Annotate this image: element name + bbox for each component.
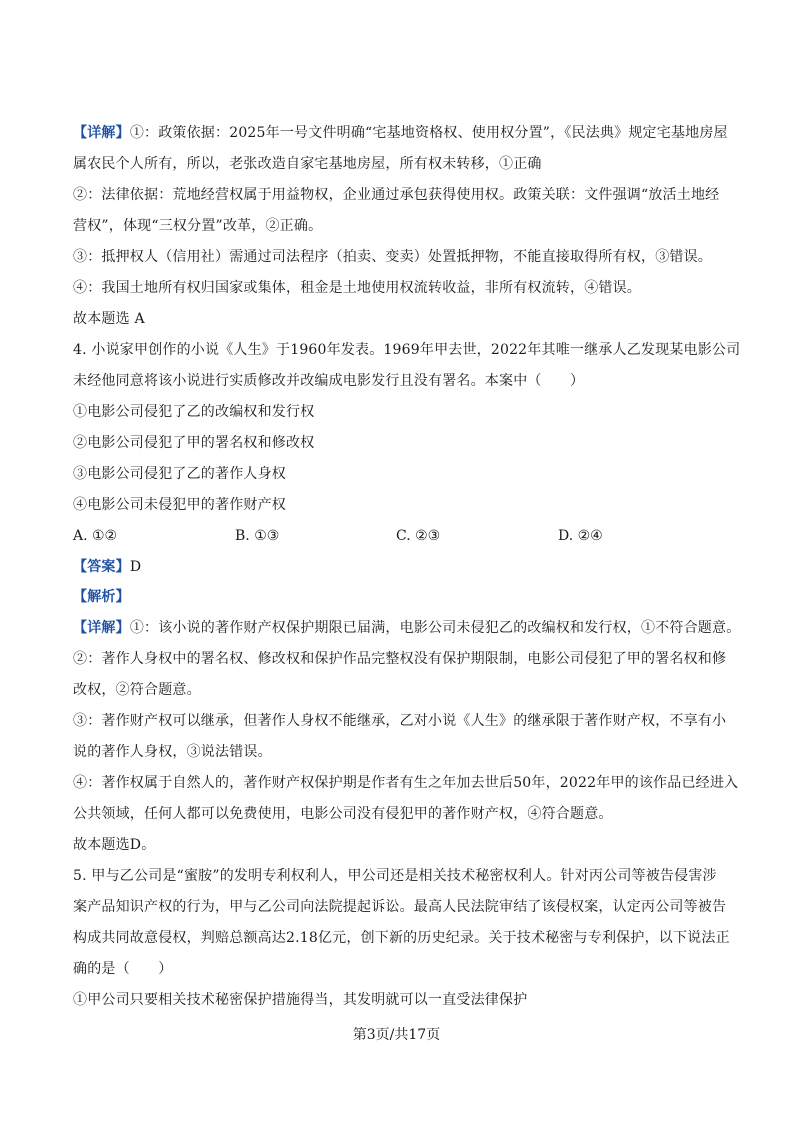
answer-value: D <box>129 559 142 575</box>
q4-item: ②电影公司侵犯了甲的署名权和修改权 <box>73 435 315 451</box>
detail-tag: 【详解】 <box>73 125 130 141</box>
q4-detail-line: ④：著作权属于自然人的，著作财产权保护期是作者有生之年加去世后50年，2022年甲的该作品已经进入 <box>73 775 739 791</box>
q4-detail-line: 改权，②符合题意。 <box>73 682 201 698</box>
q5-item: ①甲公司只要相关技术秘密保护措施得当，其发明就可以一直受法律保护 <box>73 992 528 1008</box>
q4-analysis-heading <box>73 587 733 607</box>
q4-detail-line: ②：著作人身权中的署名权、修改权和保护作品完整权没有保护期限制，电影公司侵犯了甲的署名权和修 <box>73 651 727 667</box>
q3-detail-line: ②：法律依据：荒地经营权属于用益物权，企业通过承包获得使用权。政策关联：文件强调“放活土地经 <box>73 187 720 203</box>
q3-detail-line: 营权”，体现“三权分置”改革，②正确。 <box>73 218 323 234</box>
q4-item: ①电影公司侵犯了乙的改编权和发行权 <box>73 404 315 420</box>
option-a: A. ①② <box>73 528 118 544</box>
q4-item: ③电影公司侵犯了乙的著作人身权 <box>73 466 286 482</box>
q4-conclusion: 故本题选D。 <box>73 837 156 853</box>
detail-tag: 【详解】 <box>73 620 130 636</box>
q3-detail-line: ④：我国土地所有权归国家或集体，租金是土地使用权流转收益，非所有权流转，④错误。 <box>73 280 641 296</box>
page-number: 第3页/共17页 <box>352 1027 441 1043</box>
q4-detail-line: ③：著作财产权可以继承，但著作人身权不能继承，乙对小说《人生》的继承限于著作财产权，不享有小 <box>73 713 727 729</box>
q5-stem-line: 确的是（ ） <box>73 961 173 977</box>
q4-item: ④电影公司未侵犯甲的著作财产权 <box>73 497 286 513</box>
q4-detail-line: 公共领域，任何人都可以免费使用，电影公司没有侵犯甲的著作财产权，④符合题意。 <box>73 806 613 822</box>
q5-stem-line: 案产品知识产权的行为，甲与乙公司向法院提起诉讼。最高人民法院审结了该侵权案，认定丙公司等被告 <box>73 899 727 915</box>
q4-answer <box>73 557 733 577</box>
q3-conclusion: 故本题选 A <box>73 311 145 327</box>
q5-stem-line: 构成共同故意侵权，判赔总额高达2.18亿元，创下新的历史纪录。关于技术秘密与专利保护，以下说法正 <box>73 930 730 946</box>
q3-detail-line: 【详解】①：政策依据：2025年一号文件明确“宅基地资格权、使用权分置”，《民法典》规定宅基地房屋 <box>73 125 728 141</box>
q4-stem-line: 未经他同意将该小说进行实质修改并改编成电影发行且没有署名。本案中（ ） <box>73 373 585 389</box>
analysis-tag: 【解析】 <box>73 589 130 605</box>
option-d: D. ②④ <box>558 528 603 544</box>
answer-tag: 【答案】 <box>73 559 130 575</box>
option-b: B. ①③ <box>235 528 280 544</box>
q3-detail-line: ③：抵押权人（信用社）需通过司法程序（拍卖、变卖）处置抵押物，不能直接取得所有权，③错误。 <box>73 249 712 265</box>
q4-stem-line: 4. 小说家甲创作的小说《人生》于1960年发表。1969年甲去世，2022年其唯一继承人乙发现某电影公司 <box>73 342 741 358</box>
q3-detail-line: 属农民个人所有，所以，老张改造自家宅基地房屋，所有权未转移，①正确 <box>73 156 542 172</box>
q5-stem-line: 5. 甲与乙公司是“蜜胺”的发明专利权利人，甲公司还是相关技术秘密权利人。针对丙公司等被告侵害涉 <box>73 868 717 884</box>
option-c: C. ②③ <box>396 528 441 544</box>
q4-detail-line: 说的著作人身权，③说法错误。 <box>73 744 272 760</box>
q4-detail-line: 【详解】①：该小说的著作财产权保护期限已届满，电影公司未侵犯乙的改编权和发行权，①不符合题意。 <box>73 620 741 636</box>
